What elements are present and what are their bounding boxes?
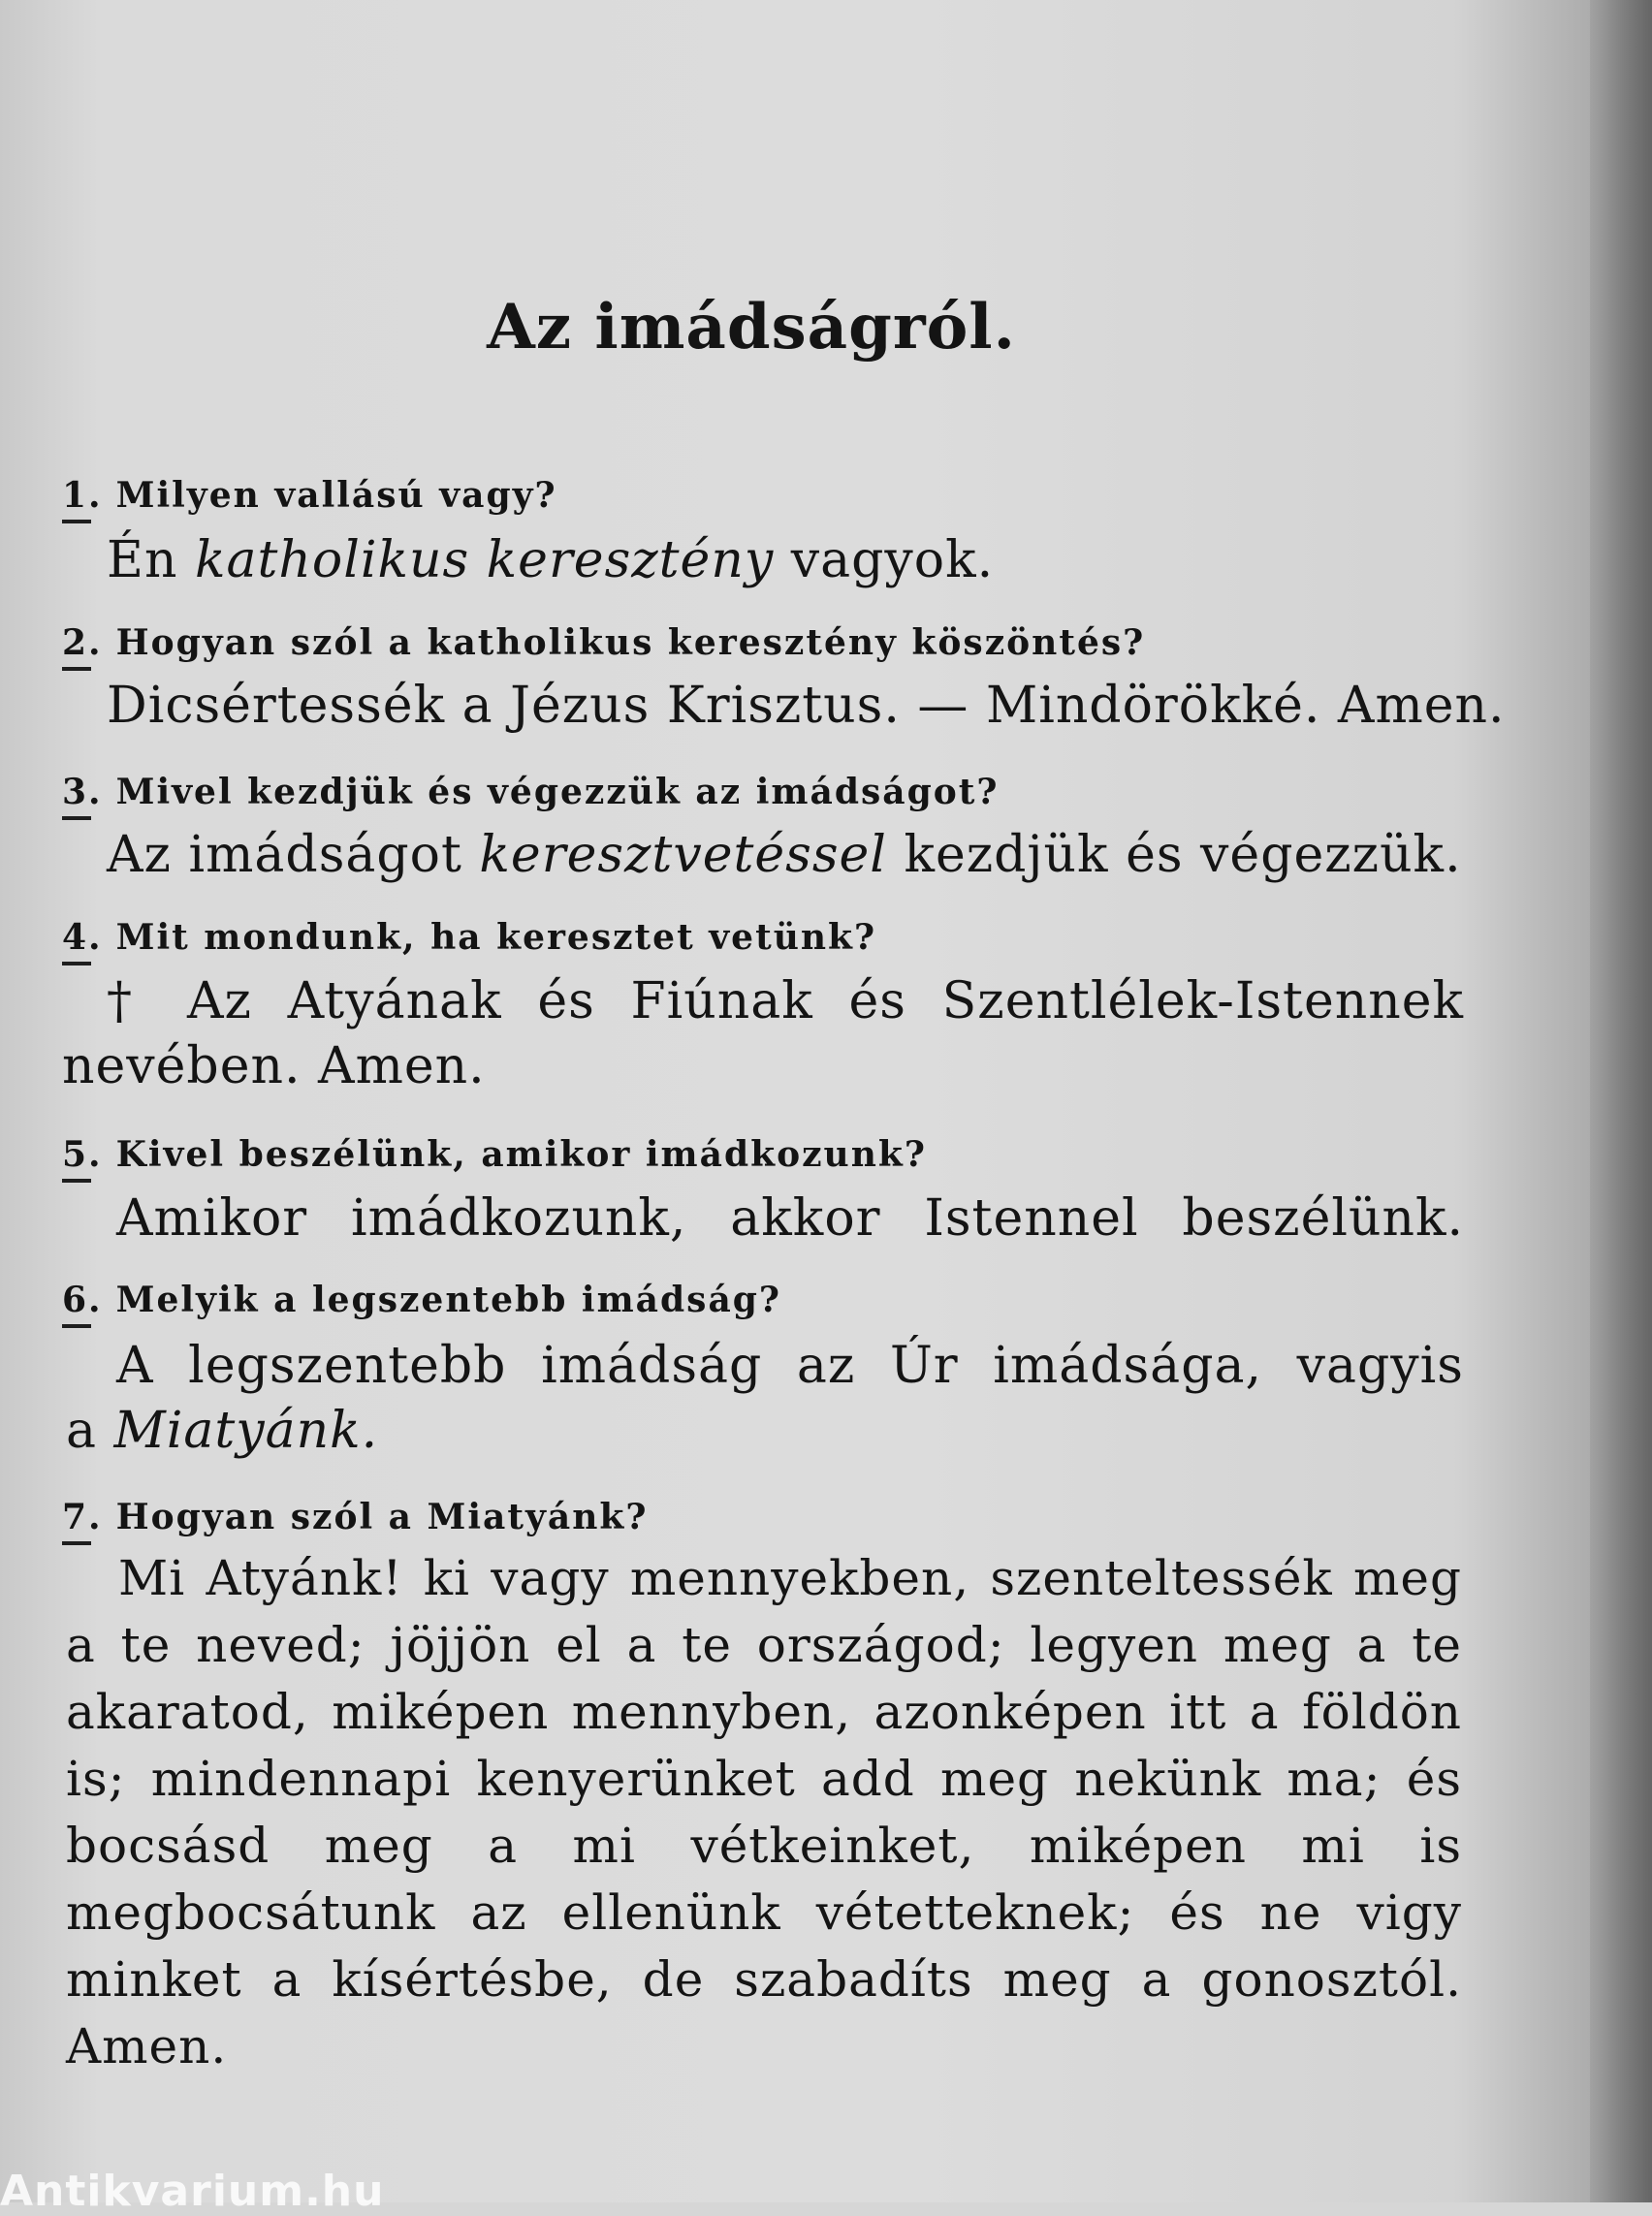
answer-4-line-1: † Az Atyának és Fiúnak és Szentlélek-Istennek <box>107 972 1464 1030</box>
question-3 <box>62 772 1000 812</box>
dash-mark <box>62 520 91 523</box>
emphasis: katholikus keresztény <box>194 531 775 589</box>
question-7 <box>62 1497 648 1537</box>
question-number: 6. <box>62 1280 103 1320</box>
answer-7-prayer <box>66 1545 1462 2080</box>
page-title: Az imádságról. <box>487 291 1016 364</box>
answer-6-line-2: a Miatyánk. <box>66 1402 379 1460</box>
dash-mark <box>62 1179 91 1183</box>
question-number: 7. <box>62 1497 103 1537</box>
prayer-text: Mi Atyánk! ki vagy mennyekben, szenteltessék meg a te neved; jöjjön el a te országod; legyen meg a te akaratod, miképen mennyben, azonképen itt a földön is; mindennapi kenyerünket add meg nekünk ma; és bocsásd meg a mi vétkeinket, miképen mi is megbocsátunk az ellenünk vétetteknek; és ne vigy minket a kísértésbe, de szabadíts meg a gonosztól. Amen. <box>66 1550 1462 2074</box>
answer-5: Amikor imádkozunk, akkor Istennel beszélünk. <box>116 1189 1464 1248</box>
question-text: Melyik a legszentebb imádság? <box>115 1280 782 1320</box>
question-text: Hogyan szól a Miatyánk? <box>115 1497 649 1537</box>
question-1 <box>62 475 557 516</box>
dash-mark <box>62 1324 91 1328</box>
question-text: Mit mondunk, ha keresztet vetünk? <box>115 917 877 958</box>
question-number: 2. <box>62 622 103 663</box>
question-6 <box>62 1280 781 1320</box>
question-text: Hogyan szól a katholikus keresztény köszöntés? <box>115 622 1146 663</box>
dash-mark <box>62 962 91 966</box>
answer-6-line-1: A legszentebb imádság az Úr imádsága, vagyis <box>116 1337 1464 1395</box>
question-number: 4. <box>62 917 103 958</box>
dash-mark <box>62 667 91 671</box>
question-number: 1. <box>62 475 103 516</box>
question-text: Kivel beszélünk, amikor imádkozunk? <box>115 1134 927 1175</box>
question-text: Milyen vallású vagy? <box>115 475 557 516</box>
answer-3: Az imádságot keresztvetéssel kezdjük és végezzük. <box>107 826 1462 884</box>
dash-mark <box>62 816 91 820</box>
watermark: Antikvarium.hu <box>0 2167 385 2216</box>
question-number: 3. <box>62 772 103 812</box>
book-spine-shadow <box>1590 0 1652 2202</box>
question-4 <box>62 917 876 958</box>
answer-2: Dicsértessék a Jézus Krisztus. — Mindörökké. Amen. <box>107 677 1506 735</box>
answer-1: Én katholikus keresztény vagyok. <box>107 531 995 589</box>
question-text: Mivel kezdjük és végezzük az imádságot? <box>115 772 1000 812</box>
answer-4-line-2: nevében. Amen. <box>62 1037 486 1095</box>
question-5 <box>62 1134 927 1175</box>
emphasis: keresztvetéssel <box>479 826 887 884</box>
question-number: 5. <box>62 1134 103 1175</box>
question-2 <box>62 622 1145 663</box>
emphasis: Miatyánk. <box>113 1402 379 1460</box>
